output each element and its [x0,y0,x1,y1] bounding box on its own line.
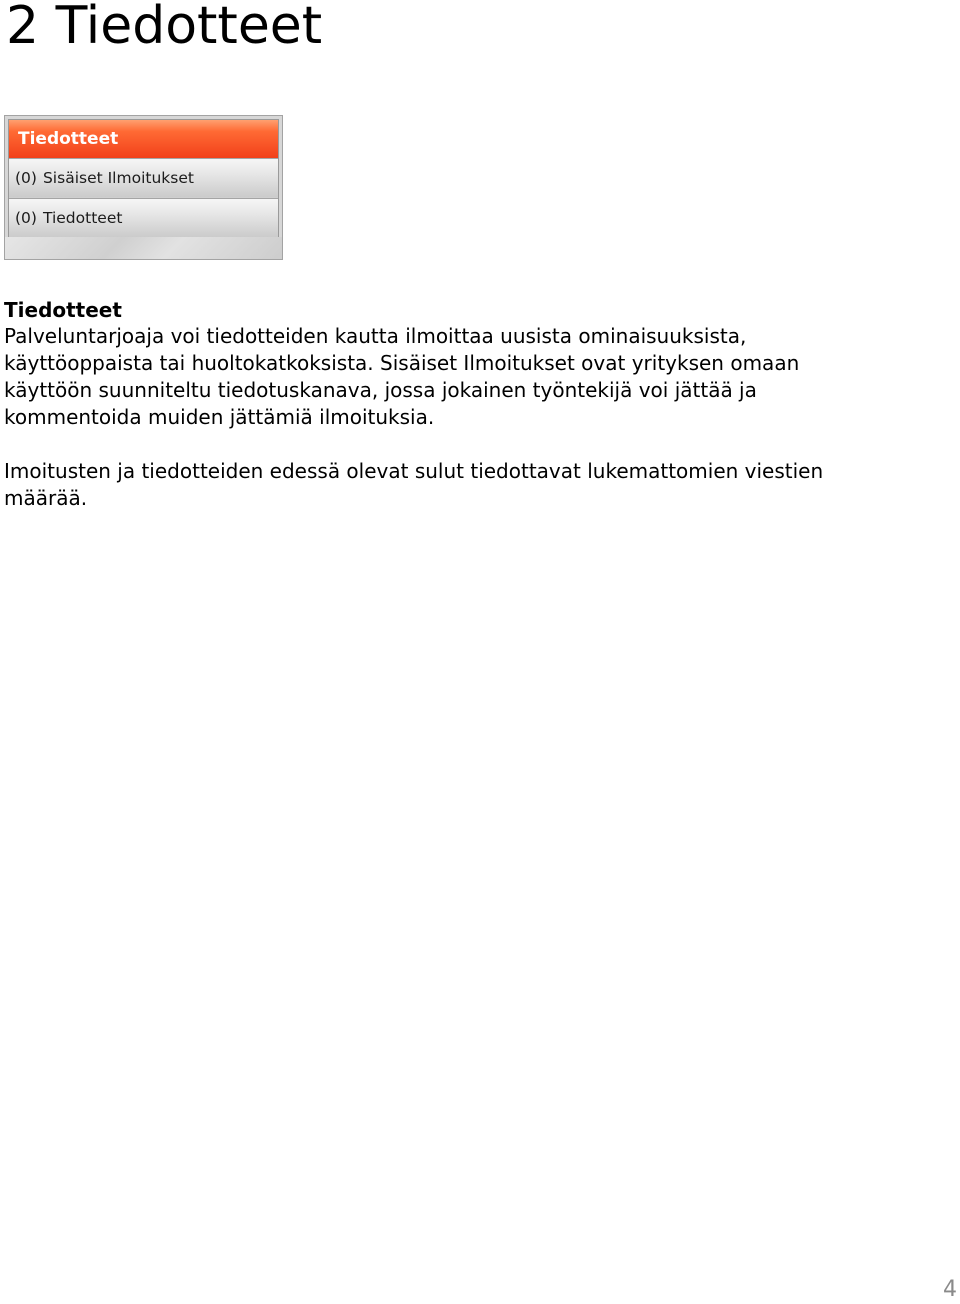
paragraph-line: käyttöoppaista tai huoltokatkoksista. Sisäiset Ilmoitukset ovat yrityksen omaan [4,351,800,375]
unread-count: (0) [15,209,37,227]
notices-widget-panel [8,119,279,237]
unread-count-paragraph [4,458,954,512]
widget-item-label: Tiedotteet [42,209,123,227]
widget-item-internal-notices [9,158,278,197]
paragraph-line: määrää. [4,486,88,510]
widget-item-label: Sisäiset Ilmoitukset [42,169,194,187]
description-paragraph [4,323,954,431]
widget-title: Tiedotteet [9,120,278,158]
widget-footer [5,237,282,259]
paragraph-line: Imoitusten ja tiedotteiden edessä olevat sulut tiedottavat lukemattomien viestien [4,459,824,483]
paragraph-line: Palveluntarjoaja voi tiedotteiden kautta ilmoittaa uusista ominaisuuksista, [4,324,747,348]
page-heading: 2 Tiedotteet [6,0,323,56]
paragraph-line: käyttöön suunniteltu tiedotuskanava, jossa jokainen työntekijä voi jättää ja [4,378,757,402]
paragraph-line: kommentoida muiden jättämiä ilmoituksia. [4,405,435,429]
page-number: 4 [943,1277,957,1302]
widget-item-notices [9,198,278,237]
notices-widget-screenshot [4,115,283,260]
unread-count: (0) [15,169,37,187]
section-title: Tiedotteet [4,298,122,322]
